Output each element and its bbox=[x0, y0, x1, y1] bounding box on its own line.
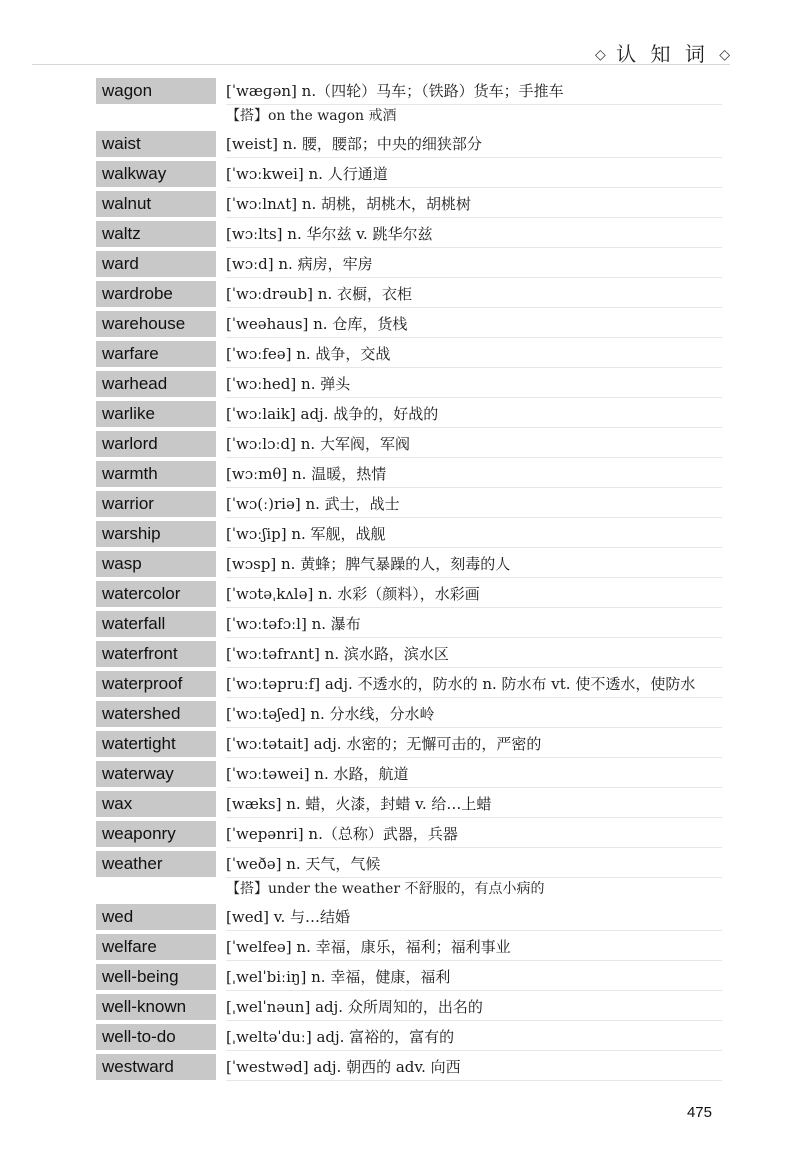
headword: waterfall bbox=[96, 611, 216, 637]
vocabulary-entry bbox=[96, 791, 722, 818]
definition: [ˈwɔːtəpruːf] adj. 不透水的，防水的 n. 防水布 vt. 使不透水，使防水 bbox=[226, 671, 722, 698]
headword: warlord bbox=[96, 431, 216, 457]
vocabulary-entry bbox=[96, 281, 722, 308]
definition: [ˌweltəˈduː] adj. 富裕的，富有的 bbox=[226, 1024, 722, 1051]
headword: waltz bbox=[96, 221, 216, 247]
vocabulary-entry bbox=[96, 581, 722, 608]
diamond-icon: ◇ bbox=[719, 47, 730, 63]
diamond-icon: ◇ bbox=[595, 47, 606, 63]
headword: warfare bbox=[96, 341, 216, 367]
vocabulary-entry bbox=[96, 551, 722, 578]
definition: [ˈwɔːhed] n. 弹头 bbox=[226, 371, 722, 398]
vocabulary-entry bbox=[96, 401, 722, 428]
definition: [ˈwestwəd] adj. 朝西的 adv. 向西 bbox=[226, 1054, 722, 1081]
definition: [ˈweðə] n. 天气，气候 bbox=[226, 851, 722, 878]
page-number: 475 bbox=[686, 1104, 712, 1121]
vocabulary-entry bbox=[96, 1054, 722, 1081]
vocabulary-entry bbox=[96, 131, 722, 158]
vocabulary-entry bbox=[96, 821, 722, 848]
vocabulary-entry bbox=[96, 341, 722, 368]
headword: well-known bbox=[96, 994, 216, 1020]
definition: [wed] v. 与…结婚 bbox=[226, 904, 722, 931]
headword: watertight bbox=[96, 731, 216, 757]
definition: [ˈweəhaus] n. 仓库，货栈 bbox=[226, 311, 722, 338]
headword: wax bbox=[96, 791, 216, 817]
header-rule bbox=[32, 64, 730, 65]
definition: [ˈwæɡən] n.（四轮）马车；（铁路）货车；手推车 bbox=[226, 78, 722, 105]
definition: [ˈwɔːtətait] adj. 水密的；无懈可击的，严密的 bbox=[226, 731, 722, 758]
section-title: 认 知 词 bbox=[616, 42, 709, 66]
headword: warhead bbox=[96, 371, 216, 397]
definition: [ˈwɔːʃip] n. 军舰，战舰 bbox=[226, 521, 722, 548]
headword: weather bbox=[96, 851, 216, 877]
vocabulary-entry bbox=[96, 701, 722, 728]
definition: [ˈwɔːtəfrʌnt] n. 滨水路，滨水区 bbox=[226, 641, 722, 668]
headword: welfare bbox=[96, 934, 216, 960]
definition: [ˈwɔːdrəub] n. 衣橱，衣柜 bbox=[226, 281, 722, 308]
vocabulary-entry bbox=[96, 311, 722, 338]
headword: weaponry bbox=[96, 821, 216, 847]
definition: [weist] n. 腰，腰部；中央的细狭部分 bbox=[226, 131, 722, 158]
headword: well-to-do bbox=[96, 1024, 216, 1050]
collocation-note: 【搭】on the wagon 戒酒 bbox=[226, 108, 397, 124]
headword: watercolor bbox=[96, 581, 216, 607]
definition: [ˈwɔːtəfɔːl] n. 瀑布 bbox=[226, 611, 722, 638]
vocabulary-entry bbox=[96, 641, 722, 668]
vocabulary-entry bbox=[96, 671, 722, 698]
vocabulary-entry bbox=[96, 731, 722, 758]
vocabulary-entry bbox=[96, 431, 722, 458]
headword: waterproof bbox=[96, 671, 216, 697]
vocabulary-entry bbox=[96, 461, 722, 488]
definition: [wɔːd] n. 病房，牢房 bbox=[226, 251, 722, 278]
vocabulary-entry bbox=[96, 521, 722, 548]
vocabulary-list bbox=[96, 78, 722, 1084]
definition: [ˈwɔːtəwei] n. 水路，航道 bbox=[226, 761, 722, 788]
headword: ward bbox=[96, 251, 216, 277]
headword: warlike bbox=[96, 401, 216, 427]
definition: [ˌwelˈnəun] adj. 众所周知的，出名的 bbox=[226, 994, 722, 1021]
headword: well-being bbox=[96, 964, 216, 990]
definition: [ˈwɔːtəʃed] n. 分水线，分水岭 bbox=[226, 701, 722, 728]
headword: warrior bbox=[96, 491, 216, 517]
headword: waterfront bbox=[96, 641, 216, 667]
vocabulary-entry bbox=[96, 161, 722, 188]
definition: [wɔsp] n. 黄蜂；脾气暴躁的人，刻毒的人 bbox=[226, 551, 722, 578]
headword: walnut bbox=[96, 191, 216, 217]
headword: warship bbox=[96, 521, 216, 547]
vocabulary-entry bbox=[96, 251, 722, 278]
definition: [wɔːmθ] n. 温暖，热情 bbox=[226, 461, 722, 488]
vocabulary-entry bbox=[96, 994, 722, 1021]
vocabulary-entry bbox=[96, 611, 722, 638]
headword: wardrobe bbox=[96, 281, 216, 307]
headword: watershed bbox=[96, 701, 216, 727]
definition: [ˈwɔːlɔːd] n. 大军阀，军阀 bbox=[226, 431, 722, 458]
page-header bbox=[595, 38, 730, 67]
definition: [ˈwelfeə] n. 幸福，康乐，福利；福利事业 bbox=[226, 934, 722, 961]
headword: wagon bbox=[96, 78, 216, 104]
definition: [ˈwɔːlaik] adj. 战争的，好战的 bbox=[226, 401, 722, 428]
collocation-note: 【搭】under the weather 不舒服的，有点小病的 bbox=[226, 881, 545, 897]
headword: waterway bbox=[96, 761, 216, 787]
definition: [ˈwɔ(ː)riə] n. 武士，战士 bbox=[226, 491, 722, 518]
definition: [ˈwɔːlnʌt] n. 胡桃，胡桃木，胡桃树 bbox=[226, 191, 722, 218]
vocabulary-entry bbox=[96, 221, 722, 248]
vocabulary-entry bbox=[96, 934, 722, 961]
vocabulary-entry bbox=[96, 191, 722, 218]
vocabulary-entry bbox=[96, 78, 722, 105]
vocabulary-entry bbox=[96, 371, 722, 398]
definition: [ˈwɔːkwei] n. 人行通道 bbox=[226, 161, 722, 188]
definition: [ˌwelˈbiːiŋ] n. 幸福，健康，福利 bbox=[226, 964, 722, 991]
vocabulary-entry bbox=[96, 1024, 722, 1051]
headword: wed bbox=[96, 904, 216, 930]
definition: [ˈwɔːfeə] n. 战争，交战 bbox=[226, 341, 722, 368]
headword: waist bbox=[96, 131, 216, 157]
vocabulary-entry bbox=[96, 761, 722, 788]
vocabulary-entry bbox=[96, 851, 722, 878]
vocabulary-entry bbox=[96, 964, 722, 991]
definition: [ˈwepənri] n.（总称）武器，兵器 bbox=[226, 821, 722, 848]
headword: westward bbox=[96, 1054, 216, 1080]
definition: [wɔːlts] n. 华尔兹 v. 跳华尔兹 bbox=[226, 221, 722, 248]
vocabulary-entry bbox=[96, 491, 722, 518]
headword: walkway bbox=[96, 161, 216, 187]
definition: [ˈwɔtəˌkʌlə] n. 水彩（颜料），水彩画 bbox=[226, 581, 722, 608]
headword: warmth bbox=[96, 461, 216, 487]
headword: warehouse bbox=[96, 311, 216, 337]
headword: wasp bbox=[96, 551, 216, 577]
vocabulary-entry bbox=[96, 904, 722, 931]
definition: [wæks] n. 蜡，火漆，封蜡 v. 给…上蜡 bbox=[226, 791, 722, 818]
